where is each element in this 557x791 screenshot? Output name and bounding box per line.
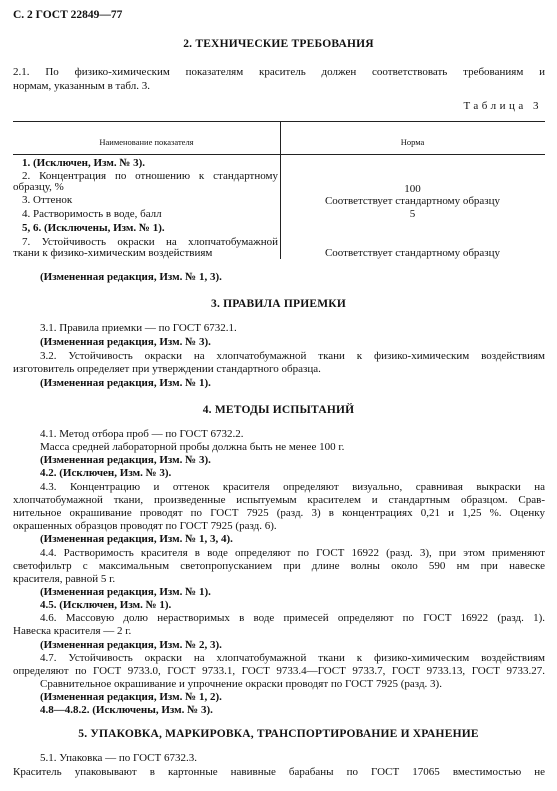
- section-4-title: 4. МЕТОДЫ ИСПЫТАНИЙ: [202, 404, 355, 416]
- table-row-7-line-1: 7. Устойчивость окраски на хлопчатобумажной: [22, 236, 278, 248]
- para-3-2-amendment: (Измененная редакция, Изм. № 1).: [40, 377, 211, 389]
- para-4-7-line-2: определяют по ГОСТ 9733.0, ГОСТ 9733.1, ГОСТ 9733.4—ГОСТ 9733.7, ГОСТ 9733.13, ГОСТ 9733.27.: [13, 665, 545, 677]
- para-5-1-line-2: Краситель упаковывают в картонные навивные барабаны по ГОСТ 17065 вместимостью не: [13, 766, 545, 778]
- table-header-rule: [13, 154, 545, 155]
- para-3-1: 3.1. Правила приемки — по ГОСТ 6732.1.: [40, 322, 237, 334]
- table-row-7-line-2: ткани к физико-химическим воздействиям: [13, 247, 213, 259]
- section-2-amendment: (Измененная редакция, Изм. № 1, 3).: [40, 271, 222, 283]
- section-5-title: 5. УПАКОВКА, МАРКИРОВКА, ТРАНСПОРТИРОВАНИЕ И ХРАНЕНИЕ: [78, 728, 479, 740]
- table-label: Таблица 3: [463, 100, 542, 112]
- para-4-4-line-2: светофильтр с максимальным светопропусканием при длине волны около 590 нм при навеске: [13, 560, 545, 572]
- para-4-3-line-4: окрашенных образцов проводят по ГОСТ 7925 (разд. 6).: [13, 520, 277, 532]
- table-row-2-line-2: образцу, %: [13, 181, 64, 193]
- para-4-5: 4.5. (Исключен, Изм. № 1).: [40, 599, 172, 611]
- para-4-4-amendment: (Измененная редакция, Изм. № 1).: [40, 586, 211, 598]
- para-2-1-line-2: нормам, указанным в табл. 3.: [13, 80, 150, 92]
- para-4-2: 4.2. (Исключен, Изм. № 3).: [40, 467, 172, 479]
- table-row-7-norm: Соответствует стандартному образцу: [324, 247, 501, 259]
- para-4-1-mass: Масса средней лабораторной пробы должна быть не менее 100 г.: [40, 441, 345, 453]
- page-header: С. 2 ГОСТ 22849—77: [13, 9, 123, 21]
- para-3-2-line-2: изготовитель определяет при утверждении стандартного образца.: [13, 363, 321, 375]
- para-4-7-line-1: 4.7. Устойчивость окраски на хлопчатобумажной ткани к физико-химическим воздействиям: [40, 652, 545, 664]
- para-4-7-line-3: Сравнительное окрашивание и упрочнение окраски проводят по ГОСТ 7925 (разд. 3).: [40, 678, 442, 690]
- para-3-2-line-1: 3.2. Устойчивость окраски на хлопчатобумажной ткани к физико-химическим воздействиям: [40, 350, 545, 362]
- table-row-4: 4. Растворимость в воде, балл: [22, 208, 162, 220]
- para-3-1-amendment: (Измененная редакция, Изм. № 3).: [40, 336, 211, 348]
- para-4-1: 4.1. Метод отбора проб — по ГОСТ 6732.2.: [40, 428, 244, 440]
- table-row-3-norm: Соответствует стандартному образцу: [324, 195, 501, 207]
- table-row-4-norm: 5: [409, 208, 416, 220]
- para-4-4-line-1: 4.4. Растворимость красителя в воде определяют по ГОСТ 16922 (разд. 3), при этом применяют: [40, 547, 545, 559]
- table-row-3: 3. Оттенок: [22, 194, 73, 206]
- para-4-3-line-1: 4.3. Концентрацию и оттенок красителя определяют визуально, сравнивая выкраски на: [40, 481, 545, 493]
- para-4-1-amendment: (Измененная редакция, Изм. № 3).: [40, 454, 211, 466]
- table-row-5: 5, 6. (Исключены, Изм. № 1).: [22, 222, 165, 234]
- para-2-1-line-1: 2.1. По физико-химическим показателям краситель должен соответствовать требованиям и: [13, 66, 545, 78]
- section-3-title: 3. ПРАВИЛА ПРИЕМКИ: [211, 298, 346, 310]
- table-row-2-line-1: 2. Концентрация по отношению к стандартному: [22, 170, 278, 182]
- section-2-title: 2. ТЕХНИЧЕСКИЕ ТРЕБОВАНИЯ: [183, 38, 374, 50]
- para-4-3-amendment: (Измененная редакция, Изм. № 1, 3, 4).: [40, 533, 233, 545]
- para-4-4-line-3: красителя, равной 5 г.: [13, 573, 116, 585]
- para-4-7-amendment: (Измененная редакция, Изм. № 1, 2).: [40, 691, 222, 703]
- para-4-6-amendment: (Измененная редакция, Изм. № 2, 3).: [40, 639, 222, 651]
- para-5-1: 5.1. Упаковка — по ГОСТ 6732.3.: [40, 752, 197, 764]
- table-row-2-norm: 100: [404, 183, 421, 195]
- table-header-norm: Норма: [400, 137, 425, 147]
- table-row-1: 1. (Исключен, Изм. № 3).: [22, 157, 146, 169]
- para-4-6-line-1: 4.6. Массовую долю нерастворимых в воде примесей определяют по ГОСТ 16922 (разд. 1).: [40, 612, 545, 624]
- para-4-3-line-3: нительное окрашивание проводят по ГОСТ 7925 (разд. 3) в концентрациях 0,21 и 1,25 %. Оценку: [13, 507, 545, 519]
- para-4-8: 4.8—4.8.2. (Исключены, Изм. № 3).: [40, 704, 213, 716]
- table-header-name: Наименование показателя: [99, 137, 194, 147]
- para-4-6-line-2: Навеска красителя — 2 г.: [13, 625, 132, 637]
- table-top-rule: [13, 121, 545, 122]
- para-4-3-line-2: хлопчатобумажной ткани, произведенные испытуемым красителем и стандартным образцом. Срав-: [13, 494, 545, 506]
